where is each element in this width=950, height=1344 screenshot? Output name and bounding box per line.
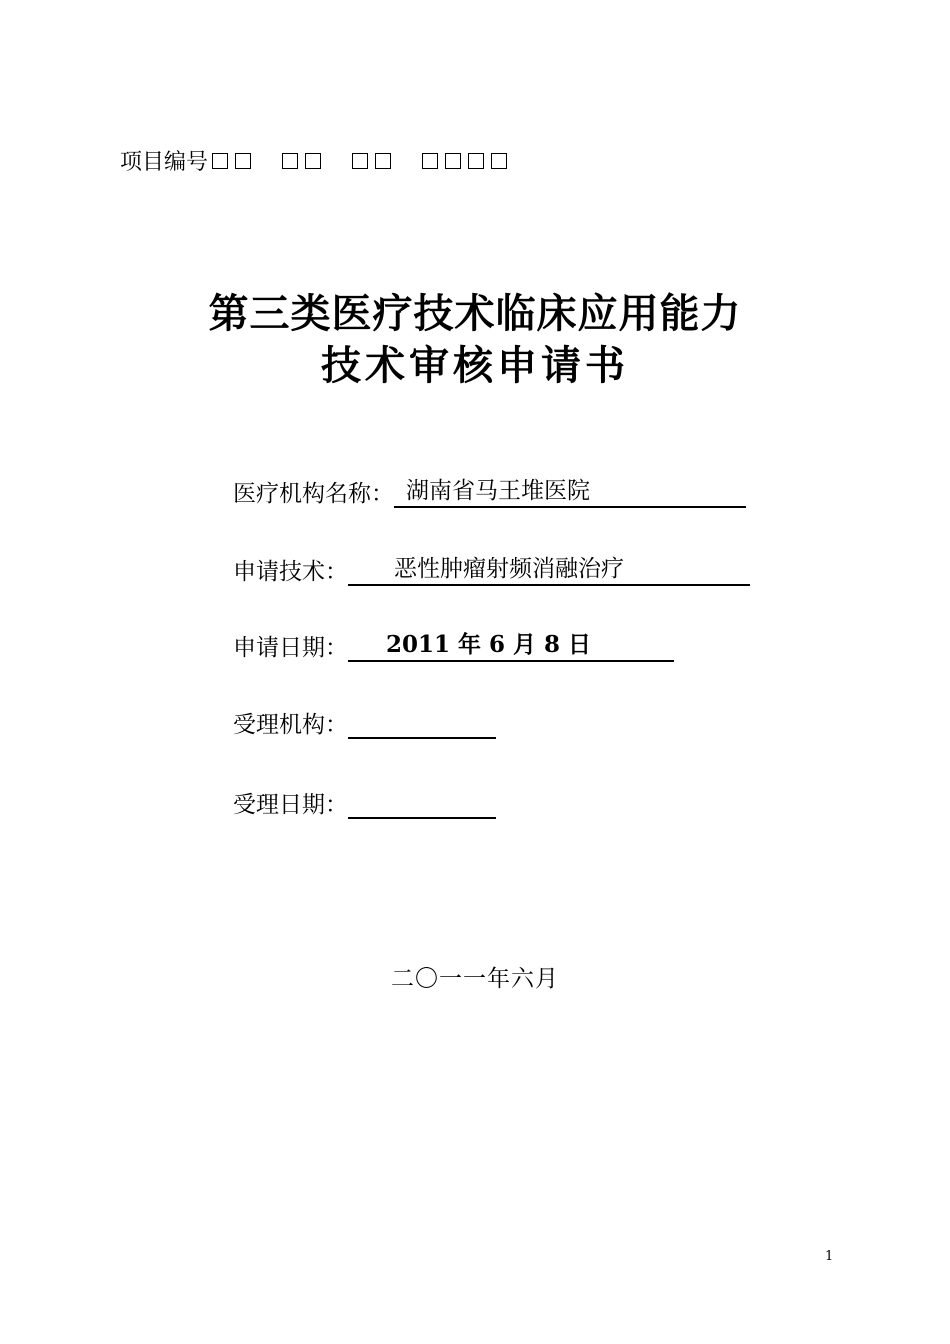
checkbox-square-icon: [468, 153, 484, 169]
checkbox-square-icon: [422, 153, 438, 169]
apply-date-label: 申请日期：: [233, 635, 348, 661]
technology-value: 恶性肿瘤射频消融治疗: [348, 550, 750, 586]
project-number-boxes-1: [212, 153, 258, 169]
technology-label: 申请技术：: [233, 559, 348, 585]
project-number-label: 项目编号: [120, 150, 209, 175]
project-number-row: [120, 145, 514, 176]
document-date: 二〇一一年六月: [391, 966, 559, 992]
checkbox-square-icon: [235, 153, 251, 169]
checkbox-square-icon: [375, 153, 391, 169]
apply-date-field: [233, 626, 674, 662]
accept-date-field: [233, 786, 496, 819]
checkbox-square-icon: [352, 153, 368, 169]
checkbox-square-icon: [212, 153, 228, 169]
apply-date-value: 2011 年 6 月 8 日: [348, 626, 674, 662]
project-number-boxes-2: [282, 153, 328, 169]
institution-label: 医疗机构名称：: [233, 481, 394, 507]
accept-date-blank: [348, 792, 496, 819]
accept-date-label: 受理日期：: [233, 792, 348, 818]
accept-org-blank: [348, 712, 496, 739]
accept-org-field: [233, 706, 496, 739]
project-number-boxes-3: [352, 153, 398, 169]
page-number: 1: [825, 1249, 834, 1264]
project-number-boxes-4: [422, 153, 514, 169]
checkbox-square-icon: [491, 153, 507, 169]
institution-value: 湖南省马王堆医院: [394, 472, 746, 508]
document-title-line2: 技术审核申请书: [321, 343, 629, 389]
technology-field: [233, 550, 750, 586]
accept-org-label: 受理机构：: [233, 712, 348, 738]
checkbox-square-icon: [305, 153, 321, 169]
document-title-line1: 第三类医疗技术临床应用能力: [208, 291, 742, 337]
checkbox-square-icon: [445, 153, 461, 169]
institution-field: [233, 472, 746, 508]
checkbox-square-icon: [282, 153, 298, 169]
